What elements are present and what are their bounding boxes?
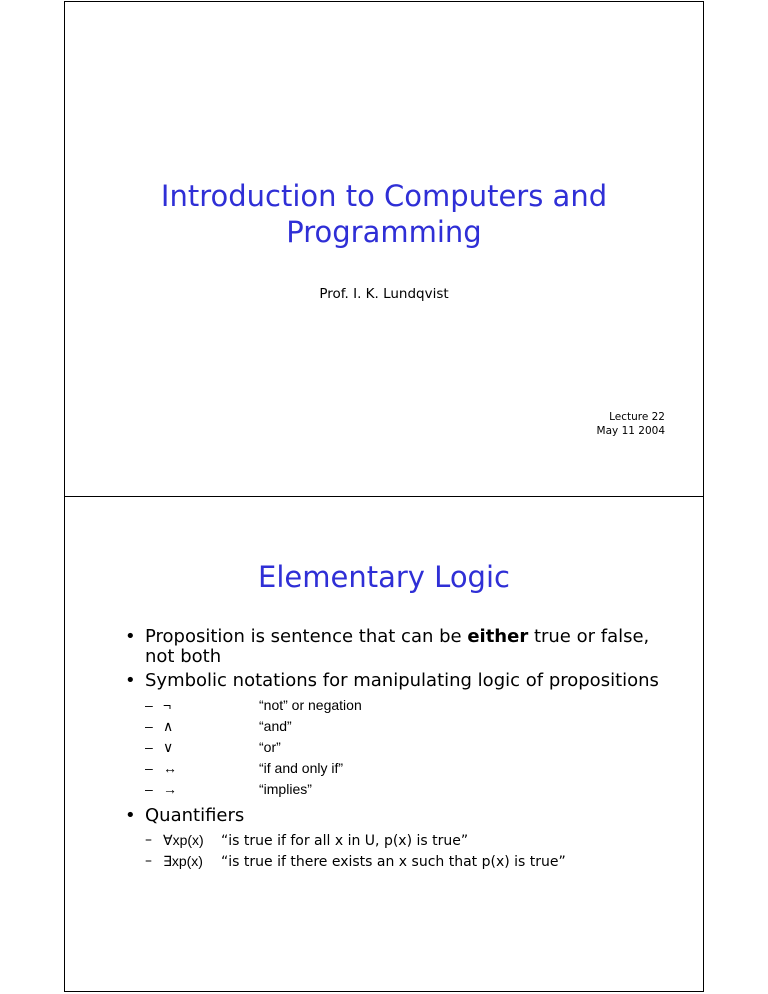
quantifier-list xyxy=(123,830,673,872)
quantifier-meaning: “is true if there exists an x such that p(x) is true” xyxy=(221,854,566,870)
operator-item: – ↔ “if and only if” xyxy=(123,758,673,779)
author: Prof. I. K. Lundqvist xyxy=(319,286,449,302)
bullet-proposition xyxy=(123,627,673,667)
slide-title-page xyxy=(64,1,704,497)
bullet-text: Proposition is sentence that can be xyxy=(145,626,468,647)
bullet-symbolic-notations: • Symbolic notations for manipulating logic of propositions xyxy=(123,671,673,691)
operator-symbol: ∧ xyxy=(163,718,174,734)
lecture-number: Lecture 22 xyxy=(609,411,665,423)
operator-meaning: “implies” xyxy=(259,781,312,797)
operator-item: – ∧ “and” xyxy=(123,716,673,737)
slide-title: Elementary Logic xyxy=(258,560,510,594)
title-line-1: Introduction to Computers and xyxy=(160,179,608,213)
operator-symbol: ¬ xyxy=(163,697,172,713)
bullet-emphasis: either xyxy=(467,626,529,647)
bullet-quantifiers: • Quantifiers xyxy=(123,806,673,826)
operator-meaning: “or” xyxy=(259,739,281,755)
operator-item: – ¬ “not” or negation xyxy=(123,695,673,716)
operator-symbol: ∨ xyxy=(163,739,174,755)
lecture-date: May 11 2004 xyxy=(596,425,665,437)
operator-list xyxy=(123,695,673,800)
slide-content xyxy=(123,627,673,878)
operator-item: – → “implies” xyxy=(123,779,673,800)
operator-meaning: “if and only if” xyxy=(259,760,344,776)
operator-meaning: “not” or negation xyxy=(259,697,362,713)
lecture-info xyxy=(597,410,665,438)
quantifier-item: – ∃xp(x) “is true if there exists an x such that p(x) is true” xyxy=(145,853,566,870)
title-line-2: Programming xyxy=(286,215,482,249)
operator-meaning: “and” xyxy=(259,718,292,734)
operator-symbol: → xyxy=(163,781,177,797)
quantifier-symbol: ∀xp(x) xyxy=(163,832,204,848)
operator-symbol: ↔ xyxy=(163,760,177,776)
slide-elementary-logic xyxy=(64,496,704,992)
quantifier-symbol: ∃xp(x) xyxy=(163,853,203,869)
quantifier-meaning: “is true if for all x in U, p(x) is true” xyxy=(221,833,469,849)
bullet-text: true or false, not both xyxy=(145,626,650,667)
operator-item: – ∨ “or” xyxy=(123,737,673,758)
slide-title xyxy=(65,178,703,250)
quantifier-item: – ∀xp(x) “is true if for all x in U, p(x) is true” xyxy=(145,832,469,849)
